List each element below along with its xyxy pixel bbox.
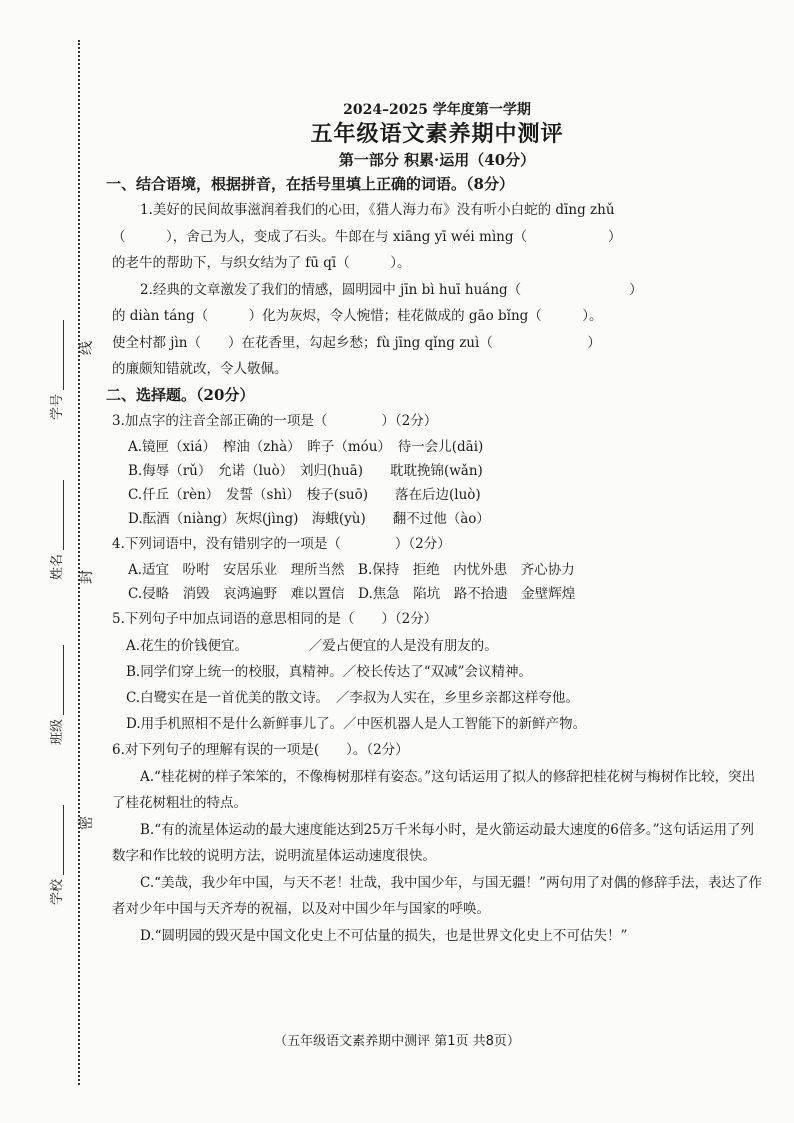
section1-title: 一、结合语境，根据拼音，在括号里填上正确的词语。（8分）	[106, 175, 514, 193]
field-student-id: 学号	[46, 320, 65, 420]
q4-options-ab: A.适宜 吩咐 安居乐业 理所当然 B.保持 拒绝 内忧外患 齐心协力	[128, 561, 575, 578]
exam-title: 五年级语文素养期中测评	[310, 121, 564, 147]
page-footer: （五年级语文素养期中测评 第1页 共8页）	[274, 1034, 520, 1049]
q5-option-d: D.用手机照相不是什么新鲜事儿了。／中医机器人是人工智能下的新鲜产物。	[126, 715, 587, 732]
q6-stem: 6.对下列句子的理解有误的一项是( ）。（2分）	[112, 741, 409, 758]
q5-option-c: C.白鹭实在是一首优美的散文诗。 ／李叔为人实在，乡里乡亲都这样夸他。	[126, 689, 579, 706]
q6-option-d: D.“圆明园的毁灭是中国文化史上不可估量的损失，也是世界文化史上不可估失！”	[140, 927, 628, 944]
section1-para2: 2.经典的文章激发了我们的情感，圆明园中 jīn bì huī huáng（ ） 的 diàn táng（ ）化为灰烬，令人惋惜；桂花做成的 gāo bǐng（ ）。 使全村都 jìn（ ）在花香里，勾起乡愁；fù jīng qǐng zuì（ ） 的廉颇知错就改，令人敬佩。	[112, 281, 643, 377]
school-year: 2024–2025 学年度第一学期	[343, 102, 531, 118]
cut-mark-seal: 封	[79, 570, 95, 584]
q4-stem: 4.下列词语中，没有错别字的一项是（ ）（2分）	[112, 535, 451, 552]
q3-stem: 3.加点字的注音全部正确的一项是（ ）（2分）	[112, 412, 438, 429]
exam-page	[106, 100, 762, 949]
section2-title: 二、选择题。（20分）	[106, 385, 255, 404]
q5-stem: 5.下列句子中加点词语的意思相同的是（ ）（2分）	[112, 610, 438, 627]
q5-option-a: A.花生的价钱便宜。 ／爱占便宜的人是没有朋友的。	[126, 637, 498, 654]
q3-option-a: A.镜匣（xiá） 榨油（zhà） 眸子（móu） 待一会儿(dāi)	[128, 438, 484, 455]
field-school: 学校	[46, 805, 65, 905]
q3-option-d: D.酝酒（niàng）灰烬(jìng) 海蛾(yù) 翻不过他（ào）	[128, 510, 490, 527]
field-name: 姓名	[46, 480, 65, 580]
q4-options-cd: C.侵略 消毁 哀鸿遍野 难以置信 D.焦急 陷坑 路不拾遗 金壁辉煌	[128, 585, 576, 602]
part-title: 第一部分 积累·运用（40分）	[338, 151, 536, 169]
q3-option-b: B.侮辱（rǔ） 允诺（luò） 刘归(huā) 耽耽挽锦(wǎn)	[128, 462, 483, 479]
q5-option-b: B.同学们穿上统一的校服，真精神。／校长传达了“双减”会议精神。	[126, 663, 533, 680]
field-class: 班级	[46, 645, 65, 745]
section1-para1: 1.美好的民间故事滋润着我们的心田，《猎人海力布》没有听小白蛇的 dīng zhǔ （ ），舍己为人，变成了石头。牛郎在与 xiāng yī wéi mìng（ ） 的老牛的帮助下，与织女结为了 fū qī（ ）。	[112, 202, 622, 271]
q6-option-a: A.“桂花树的样子笨笨的，不像梅树那样有姿态。”这句话运用了拟人的修辞把桂花树与梅树作比较，突出了桂花树粗壮的特点。	[112, 768, 756, 811]
cut-mark-secret: 密	[79, 816, 95, 830]
q6-option-c: C.“美哉，我少年中国，与天不老！壮哉，我中国少年，与国无疆！”两句用了对偶的修辞手法，表达了作者对少年中国与天齐寿的祝福，以及对中国少年与国家的呼唤。	[112, 874, 762, 917]
binding-line	[78, 40, 80, 1085]
q6-option-b: B.“有的流星体运动的最大速度能达到25万千米每小时，是火箭运动最大速度的6倍多。”这句话运用了列数字和作比较的说明方法，说明流星体运动速度很快。	[112, 821, 755, 864]
cut-mark-line: 线	[79, 341, 95, 355]
q3-option-c: C.仟丘（rèn） 发誓（shì） 梭子(suō) 落在后边(luò)	[128, 486, 481, 503]
